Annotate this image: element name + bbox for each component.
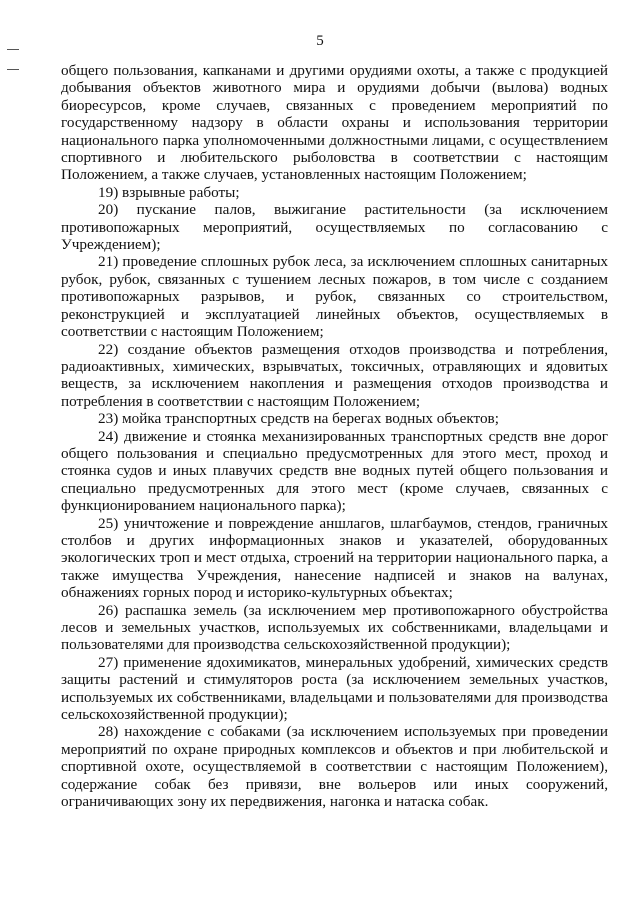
paragraph-item-19: 19) взрывные работы; [98, 183, 240, 201]
margin-mark [7, 69, 19, 70]
paragraph-continuation: общего пользования, капканами и другими орудиями охоты, а также с продукцией добывания объектов животного мира и орудиями добычи (вылова) водных биоресурсов, кроме случаев, связанных с проведением мероприятий по государственному надзору в области охраны и использования территории национального парка уполномоченными должностными лицами, с осуществлением спортивного и любительского рыболовства в соответствии с настоящим Положением, а также случаев, установленных настоящим Положением; [61, 62, 608, 184]
paragraph-item-27: 27) применение ядохимикатов, минеральных удобрений, химических средств защиты растений и стимуляторов роста (за исключением земельных участков, используемых их собственниками, владельцами и пользователями для производства сельскохозяйственной продукции); [61, 653, 608, 724]
paragraph-item-26: 26) распашка земель (за исключением мер противопожарного обустройства лесов и земельных участков, используемых их собственниками, владельцами и пользователями для производства сельскохозяйственной продукции); [61, 601, 608, 654]
paragraph-item-20: 20) пускание палов, выжигание растительности (за исключением противопожарных мероприятий, осуществляемых по согласованию с Учреждением); [61, 201, 608, 254]
paragraph-item-21: 21) проведение сплошных рубок леса, за исключением сплошных санитарных рубок, рубок, связанных с тушением лесных пожаров, в том числе с созданием противопожарных разрывов, и рубок, связанных со строительством, реконструкцией и эксплуатацией линейных объектов, осуществляемых в соответствии с настоящим Положением; [61, 253, 608, 341]
paragraph-item-23: 23) мойка транспортных средств на берегах водных объектов; [98, 410, 499, 428]
margin-mark [7, 49, 19, 50]
page-number: 5 [316, 33, 324, 49]
paragraph-item-28: 28) нахождение с собаками (за исключением используемых при проведении мероприятий по охране природных комплексов и объектов и при любительской и спортивной охоте, осуществляемой в соответствии с настоящим Положением), содержание собак без привязи, вне вольеров или иных сооружений, ограничивающих зону их передвижения, нагонка и натаска собак. [61, 723, 608, 811]
paragraph-item-22: 22) создание объектов размещения отходов производства и потребления, радиоактивных, химических, взрывчатых, токсичных, отравляющих и ядовитых веществ, за исключением накопления и размещения отходов производства и потребления в соответствии с настоящим Положением; [61, 340, 608, 410]
paragraph-item-25: 25) уничтожение и повреждение аншлагов, шлагбаумов, стендов, граничных столбов и других информационных знаков и указателей, оборудованных экологических троп и мест отдыха, строений на территории национального парка, а также имущества Учреждения, нанесение надписей и знаков на валунах, обнажениях горных пород и историко-культурных объектах; [61, 514, 608, 602]
document-body [61, 62, 608, 810]
paragraph-item-24: 24) движение и стоянка механизированных транспортных средств вне дорог общего пользования и специально предусмотренных для этого мест, проход и стоянка судов и иных плавучих средств вне водных путей общего пользования и специально предусмотренных для этого мест (кроме случаев, связанных с функционированием национального парка); [61, 427, 608, 515]
